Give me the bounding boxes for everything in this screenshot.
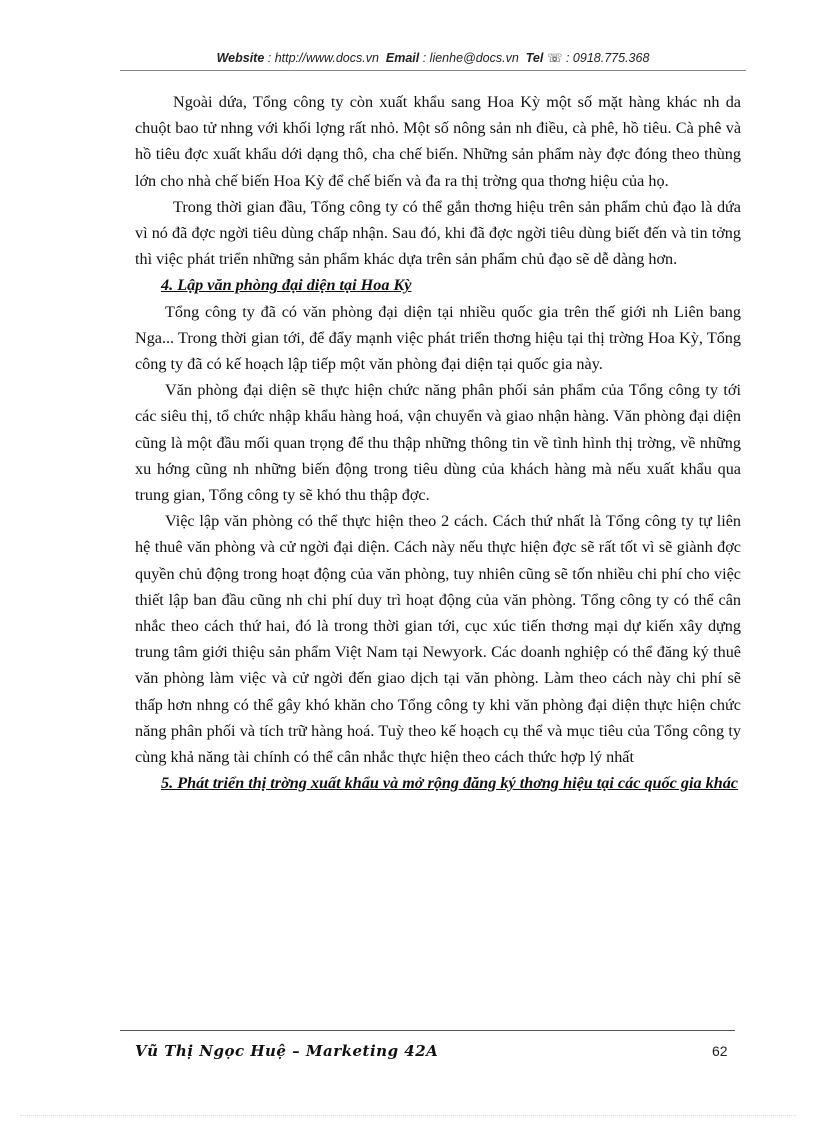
website-label: Website [216, 51, 265, 65]
header-divider [120, 70, 746, 71]
page-number: 62 [712, 1043, 728, 1059]
paragraph: Văn phòng đại diện sẽ thực hiện chức năng phân phối sản phẩm của Tổng công ty tới các siêu thị, tổ chức nhập khẩu hàng hoá, vận chuyển và giao nhận hàng. Văn phòng đại diện cũng là một đầu mối quan trọng để thu thập những thông tin về tình hình thị trờng, về những xu hớng cũng nh những biến động trong tiêu dùng của khách hàng mà nếu xuất khẩu qua trung gian, Tổng công ty sẽ khó thu thập đợc. [135, 381, 741, 505]
website-value: : http://www.docs.vn [267, 51, 379, 65]
paragraph: Trong thời gian đầu, Tổng công ty có thể gắn thơng hiệu trên sản phẩm chủ đạo là dứa vì nó đã đợc ngời tiêu dùng chấp nhận. Sau đó, khi đã đợc ngời tiêu dùng biết đến và tin tởng thì việc phát triển những sản phẩm khác dựa trên sản phẩm chủ đạo sẽ dễ dàng hơn. [135, 197, 741, 269]
paragraph: Việc lập văn phòng có thể thực hiện theo 2 cách. Cách thứ nhất là Tổng công ty tự liên hệ thuê văn phòng và cử ngời đại diện. Cách này nếu thực hiện đợc sẽ rất tốt vì sẽ giành đợc quyền chủ động trong hoạt động của văn phòng, tuy nhiên cũng sẽ tốn nhiều chi phí cho việc thiết lập ban đầu cũng nh chi phí duy trì hoạt động của văn phòng. Tổng công ty có thể cân nhắc theo cách thứ hai, đó là trong thời gian tới, cục xúc tiến thơng mại dự kiến xây dựng trung tâm giới thiệu sản phẩm Việt Nam tại Newyork. Các doanh nghiệp có thể đăng ký thuê văn phòng làm việc và cử ngời đến giao dịch tại văn phòng. Làm theo cách này chi phí sẽ thấp hơn nhng có thể gây khó khăn cho Tổng công ty khi văn phòng đại diện thực hiện chức năng phân phối và tích trữ hàng hoá. Tuỳ theo kế hoạch cụ thể và mục tiêu của Tổng công ty cùng khả năng tài chính có thể cân nhắc thực hiện theo cách thức hợp lý nhất [135, 512, 741, 767]
email-value: : lienhe@docs.vn [422, 51, 519, 65]
author-name: Vũ Thị Ngọc Huệ – Marketing 42A [135, 1042, 439, 1060]
tel-value: : 0918.775.368 [565, 51, 650, 65]
document-body [135, 89, 741, 796]
footer-divider [120, 1030, 735, 1031]
section-heading-4: 4. Lập văn phòng đại diện tại Hoa Kỳ [161, 276, 412, 295]
section-heading-5: 5. Phát triển thị trờng xuất khẩu và mở rộng đăng ký thơng hiệu tại các quốc gia khác [161, 774, 738, 793]
paragraph: Tổng công ty đã có văn phòng đại diện tại nhiều quốc gia trên thế giới nh Liên bang Nga... Trong thời gian tới, để đẩy mạnh việc phát triển thơng hiệu tại thị trờng Hoa Kỳ, Tổng công ty đã có kế hoạch lập tiếp một văn phòng đại diện tại quốc gia này. [135, 302, 741, 374]
page-edge-dots [20, 1115, 796, 1116]
paragraph: Ngoài dứa, Tổng công ty còn xuất khẩu sang Hoa Kỳ một số mặt hàng khác nh da chuột bao tử nhng với khối lợng rất nhỏ. Một số nông sản nh điều, cà phê, hồ tiêu. Cà phê và hồ tiêu đợc xuất khẩu dới dạng thô, cha chế biến. Những sản phẩm này đợc đóng theo thùng lớn cho nhà chế biến Hoa Kỳ để chế biến và đa ra thị trờng qua thơng hiệu của họ. [135, 93, 741, 190]
email-label: Email [385, 51, 420, 65]
page-header [120, 50, 746, 65]
tel-label: Tel [525, 51, 544, 65]
phone-icon: ☏ [546, 51, 563, 65]
